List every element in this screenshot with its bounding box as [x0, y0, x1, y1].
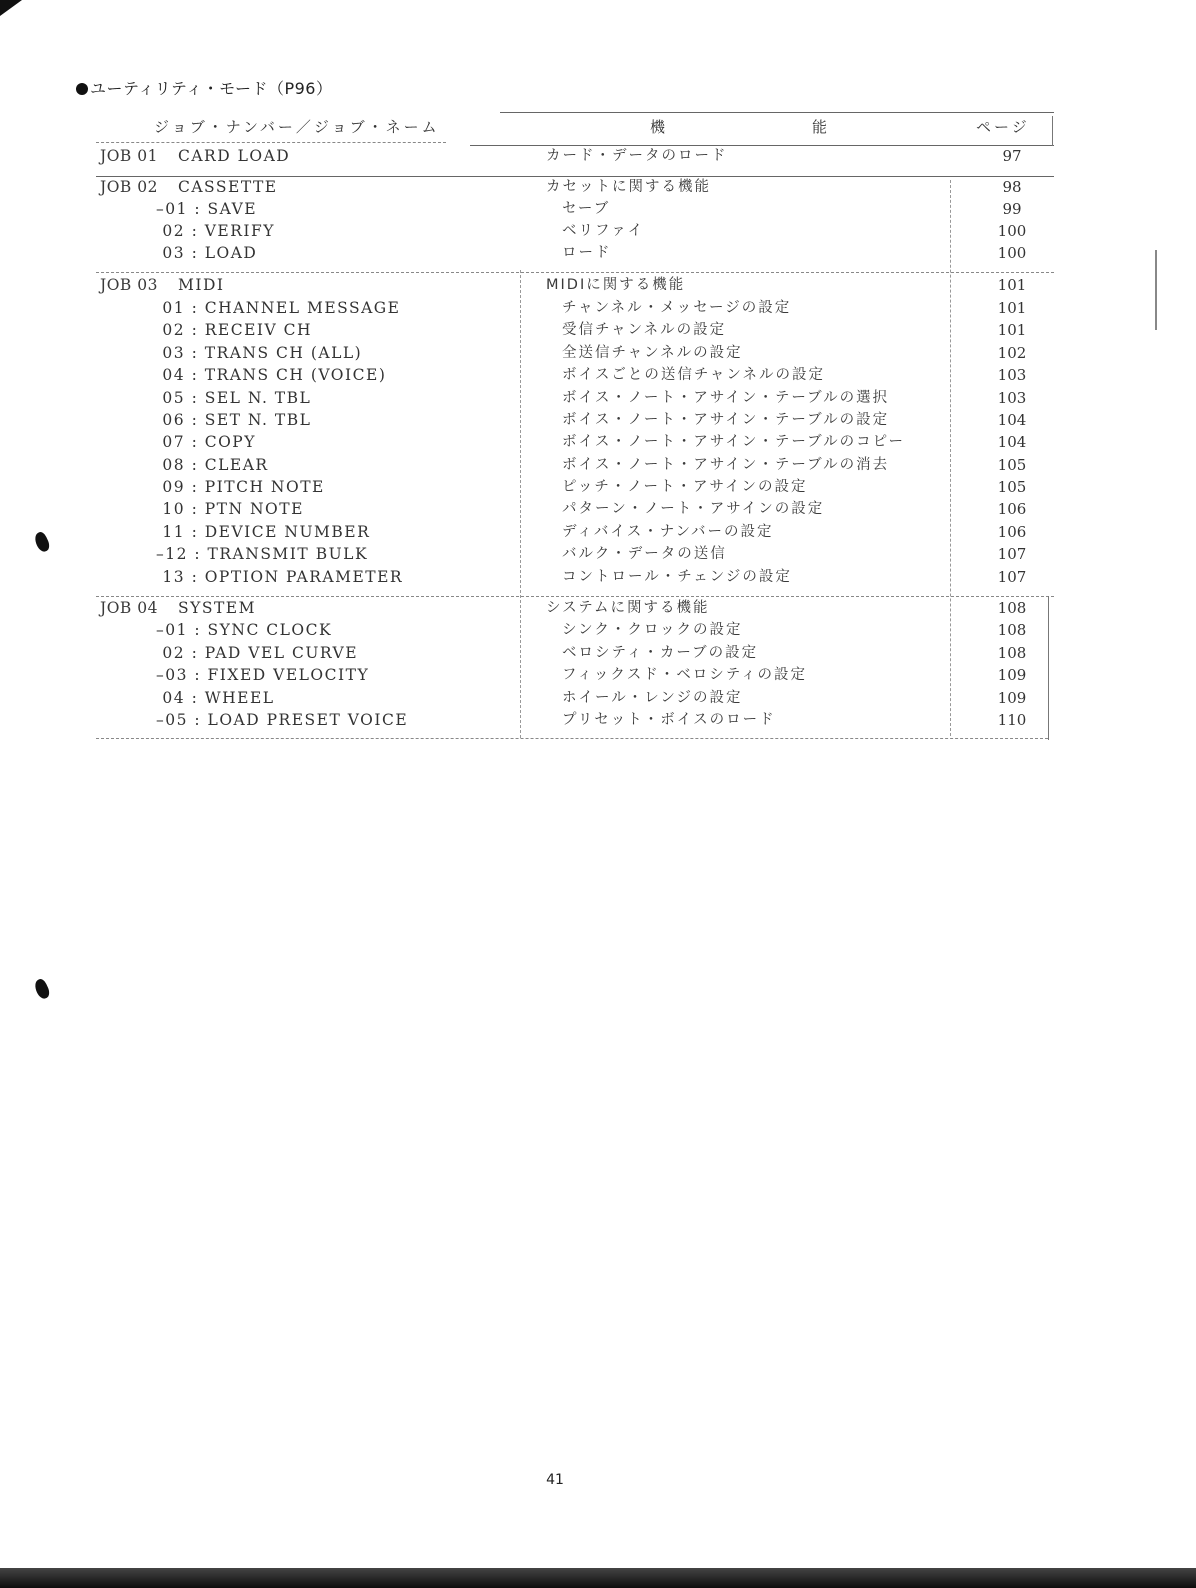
- page-ref: 100: [997, 244, 1027, 262]
- page-ref: 103: [997, 366, 1027, 384]
- sub-function: 全送信チャンネルの設定: [562, 345, 743, 361]
- header-underline-left: [96, 142, 446, 143]
- bullet-icon: [76, 83, 88, 95]
- job-name: SYSTEM: [178, 599, 256, 617]
- job-name: CARD LOAD: [178, 147, 291, 165]
- table-row: [0, 543, 1196, 565]
- job-function: システムに関する機能: [546, 600, 710, 616]
- page-ref: 106: [997, 500, 1027, 518]
- table-row: [0, 431, 1196, 453]
- sub-function: ベロシティ・カーブの設定: [562, 645, 759, 661]
- header-job: ジョブ・ナンバー／ジョブ・ネーム: [154, 118, 440, 136]
- page-ref: 108: [997, 644, 1027, 662]
- table-row: [0, 364, 1196, 386]
- sub-function: プリセット・ボイスのロード: [562, 712, 776, 728]
- page-ref: 101: [997, 276, 1027, 294]
- sub-function: 受信チャンネルの設定: [562, 322, 727, 338]
- sub-function: ディバイス・ナンバーの設定: [562, 524, 774, 540]
- scan-bottom-edge: [0, 1568, 1196, 1588]
- page-ref: 110: [997, 711, 1027, 729]
- scan-corner-mark: [0, 0, 22, 16]
- page-ref: 101: [997, 321, 1027, 339]
- page-ref: 102: [997, 344, 1027, 362]
- job-name: CASSETTE: [178, 178, 278, 196]
- sub-job: 04 : WHEEL: [156, 689, 275, 707]
- sub-function: パターン・ノート・アサインの設定: [562, 501, 825, 517]
- page-ref: 104: [997, 411, 1027, 429]
- divider-job02: [96, 272, 1054, 273]
- page-ref: 104: [997, 433, 1027, 451]
- job-function: MIDIに関する機能: [546, 277, 686, 293]
- sub-function: フィックスド・ベロシティの設定: [562, 667, 808, 683]
- table-row: [0, 198, 1196, 220]
- sub-function: ボイス・ノート・アサイン・テーブルの選択: [562, 390, 890, 406]
- page-ref: 107: [997, 545, 1027, 563]
- section-title: [76, 76, 333, 99]
- sub-job: 02 : VERIFY: [156, 222, 276, 240]
- sub-job: 04 : TRANS CH (VOICE): [156, 366, 387, 384]
- table-row: [0, 220, 1196, 242]
- sub-job: 02 : PAD VEL CURVE: [156, 644, 359, 662]
- sub-function: ボイス・ノート・アサイン・テーブルの消去: [562, 457, 890, 473]
- page-ref: 101: [997, 299, 1027, 317]
- page-number: 41: [546, 1472, 564, 1488]
- table-row: [0, 176, 1196, 198]
- sub-job: –01 : SAVE: [156, 200, 258, 218]
- sub-function: チャンネル・メッセージの設定: [562, 300, 792, 316]
- sub-job: 03 : LOAD: [156, 244, 258, 262]
- table-row: [0, 409, 1196, 431]
- table-row: [0, 687, 1196, 709]
- sub-job: 08 : CLEAR: [156, 456, 269, 474]
- sub-function: ピッチ・ノート・アサインの設定: [562, 479, 808, 495]
- job-number: JOB 04: [100, 599, 158, 617]
- sub-job: 09 : PITCH NOTE: [156, 478, 325, 496]
- page-ref: 97: [1002, 147, 1022, 165]
- sub-job: 06 : SET N. TBL: [156, 411, 312, 429]
- header-function-a: 機: [650, 118, 669, 136]
- page-column-header-rule: [1052, 116, 1053, 146]
- table-row: [0, 597, 1196, 619]
- table-row: [0, 476, 1196, 498]
- table-row: [0, 664, 1196, 686]
- job-number: JOB 02: [100, 178, 158, 196]
- page-ref: 108: [997, 599, 1027, 617]
- sub-job: 07 : COPY: [156, 433, 256, 451]
- table-row: [0, 454, 1196, 476]
- page-ref: 109: [997, 689, 1027, 707]
- job-number: JOB 01: [100, 147, 158, 165]
- table-top-rule: [500, 112, 1054, 113]
- sub-job: 10 : PTN NOTE: [156, 500, 304, 518]
- sub-job: –01 : SYNC CLOCK: [156, 621, 333, 639]
- section-title-text: ユーティリティ・モード（P96）: [90, 79, 333, 98]
- sub-function: ベリファイ: [562, 223, 645, 239]
- page-ref: 107: [997, 568, 1027, 586]
- sub-job: –12 : TRANSMIT BULK: [156, 545, 369, 563]
- sub-job: 02 : RECEIV CH: [156, 321, 313, 339]
- page-ref: 106: [997, 523, 1027, 541]
- punch-hole-lower: [32, 977, 51, 1000]
- sub-function: セーブ: [562, 201, 611, 217]
- table-row: [0, 242, 1196, 264]
- table-row: [0, 387, 1196, 409]
- page-ref: 105: [997, 456, 1027, 474]
- sub-job: 03 : TRANS CH (ALL): [156, 344, 363, 362]
- sub-function: ボイス・ノート・アサイン・テーブルの設定: [562, 412, 890, 428]
- page-ref: 100: [997, 222, 1027, 240]
- page-ref: 99: [1002, 200, 1022, 218]
- sub-function: シンク・クロックの設定: [562, 622, 743, 638]
- table-row: [0, 274, 1196, 296]
- table-row: [0, 498, 1196, 520]
- page-ref: 108: [997, 621, 1027, 639]
- table-bottom-rule: [96, 738, 1048, 739]
- page-ref: 103: [997, 389, 1027, 407]
- sub-function: ホイール・レンジの設定: [562, 690, 743, 706]
- table-row: [0, 642, 1196, 664]
- sub-function: ロード: [562, 245, 612, 261]
- table-row: [0, 342, 1196, 364]
- job-function: カセットに関する機能: [546, 179, 711, 195]
- job-number: JOB 03: [100, 276, 158, 294]
- sub-job: 01 : CHANNEL MESSAGE: [156, 299, 401, 317]
- sub-job: 13 : OPTION PARAMETER: [156, 568, 404, 586]
- sub-function: コントロール・チェンジの設定: [562, 569, 792, 585]
- job-name: MIDI: [178, 276, 225, 294]
- page-ref: 98: [1002, 178, 1022, 196]
- sub-job: –05 : LOAD PRESET VOICE: [156, 711, 409, 729]
- header-function-b: 能: [812, 118, 831, 136]
- sub-job: –03 : FIXED VELOCITY: [156, 666, 370, 684]
- sub-job: 11 : DEVICE NUMBER: [156, 523, 371, 541]
- table-row: [0, 619, 1196, 641]
- sub-function: ボイス・ノート・アサイン・テーブルのコピー: [562, 434, 906, 450]
- sub-function: バルク・データの送信: [562, 546, 727, 562]
- table-row: [0, 566, 1196, 588]
- page-ref: 109: [997, 666, 1027, 684]
- table-row: [0, 521, 1196, 543]
- table-row: [0, 709, 1196, 731]
- job-function: カード・データのロード: [546, 148, 728, 164]
- header-page: ページ: [976, 118, 1030, 136]
- sub-function: ボイスごとの送信チャンネルの設定: [562, 367, 825, 383]
- table-row: [0, 297, 1196, 319]
- page-ref: 105: [997, 478, 1027, 496]
- sub-job: 05 : SEL N. TBL: [156, 389, 312, 407]
- table-row: [0, 145, 1196, 167]
- table-row: [0, 319, 1196, 341]
